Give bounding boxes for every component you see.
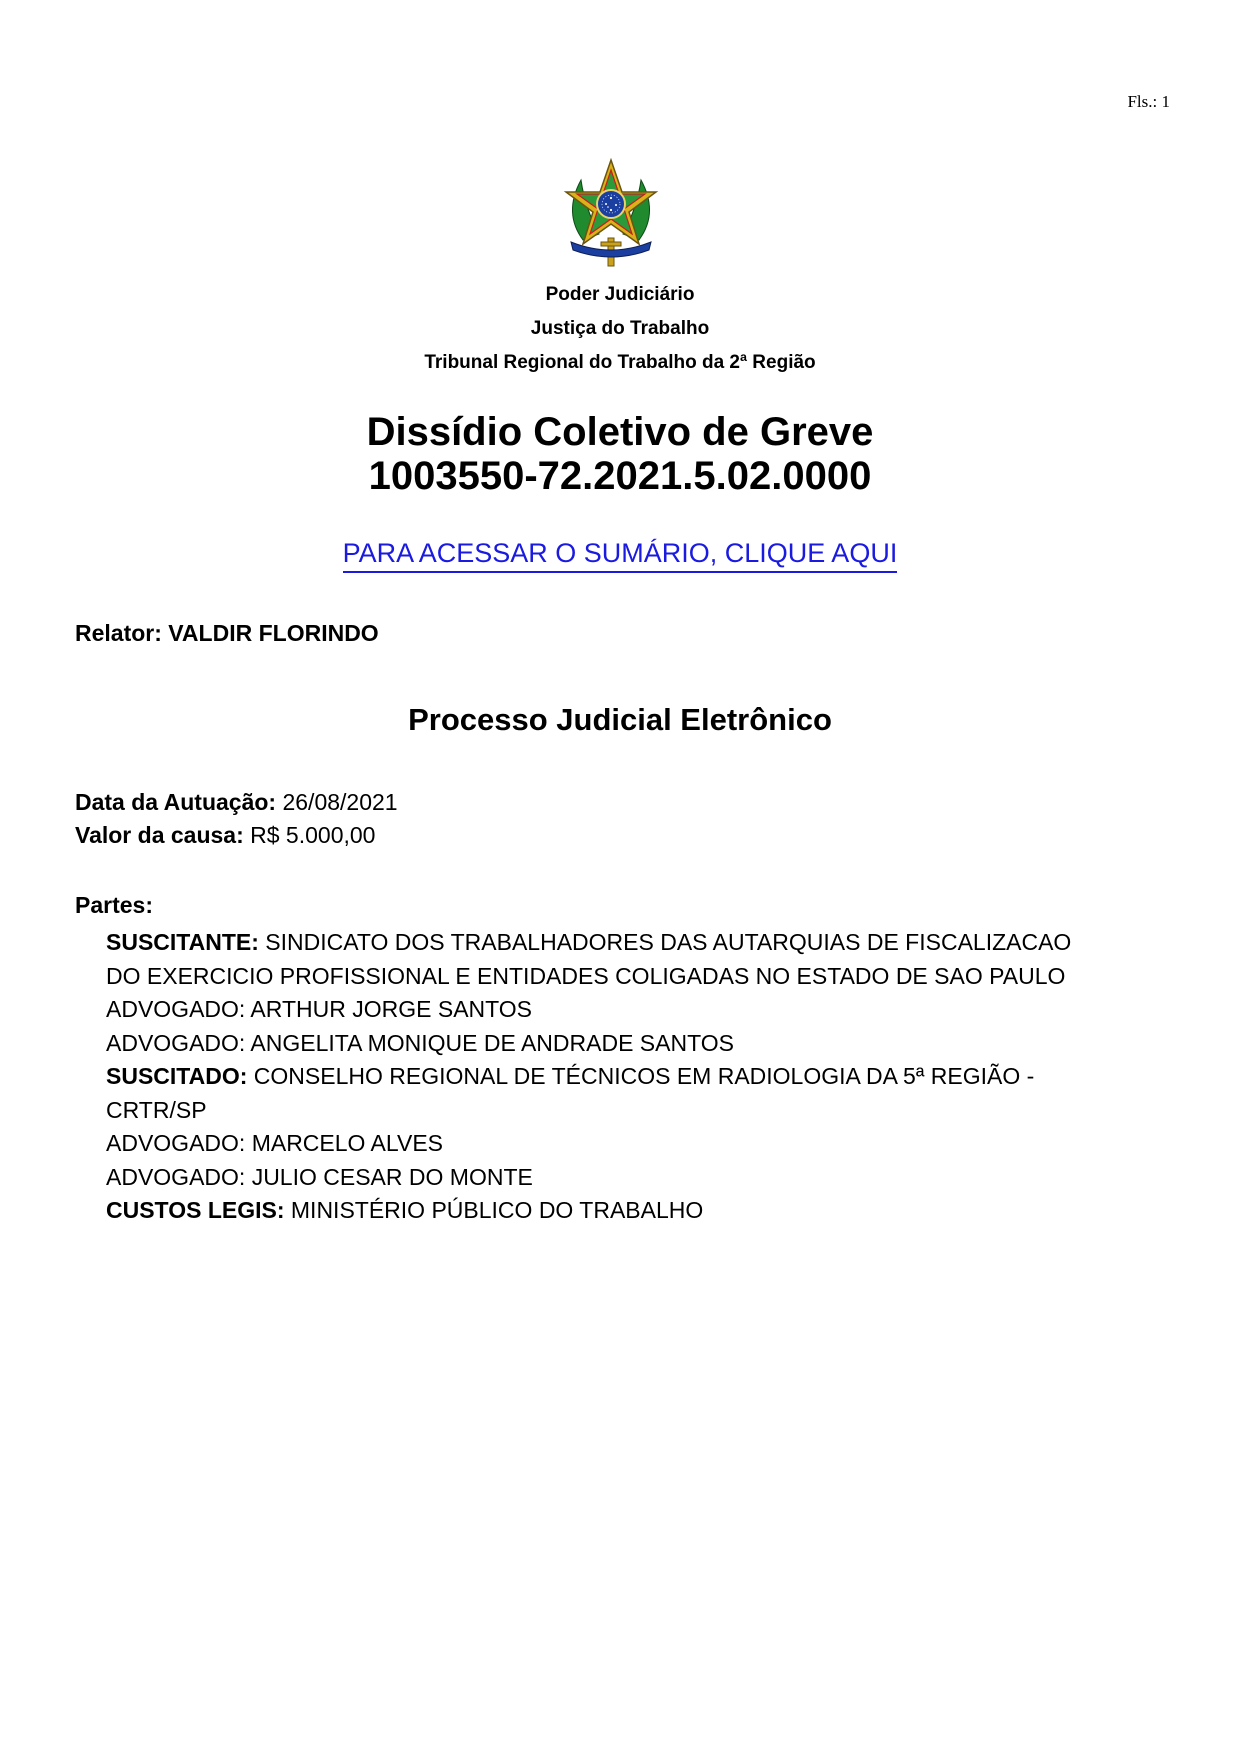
document-title	[0, 410, 1240, 498]
custos-legis-label: CUSTOS LEGIS:	[106, 1197, 285, 1223]
case-number: 1003550-72.2021.5.02.0000	[368, 454, 872, 498]
suscitado-value-line1: CONSELHO REGIONAL DE TÉCNICOS EM RADIOLOGIA DA 5ª REGIÃO -	[253, 1063, 1035, 1089]
partes-title: Partes:	[75, 892, 153, 918]
suscitado-value-line2: CRTR/SP	[106, 1096, 207, 1123]
data-autuacao-value: 26/08/2021	[282, 789, 398, 815]
advogado-row: ADVOGADO: ARTHUR JORGE SANTOS	[106, 996, 533, 1022]
data-autuacao-row	[75, 786, 398, 819]
custos-legis-row	[106, 1194, 1196, 1228]
advogado-row: ADVOGADO: MARCELO ALVES	[106, 1130, 444, 1156]
relator-label: Relator:	[75, 620, 162, 646]
suscitante-row	[106, 926, 1196, 960]
data-autuacao-label: Data da Autuação:	[75, 789, 277, 815]
suscitado-row	[106, 1060, 1196, 1094]
summary-link[interactable]: PARA ACESSAR O SUMÁRIO, CLIQUE AQUI	[343, 538, 898, 573]
summary-link-container	[0, 538, 1240, 569]
advogado-row: ADVOGADO: ANGELITA MONIQUE DE ANDRADE SANTOS	[106, 1029, 734, 1056]
relator-value: VALDIR FLORINDO	[168, 620, 379, 646]
header-line-3: Tribunal Regional do Trabalho da 2ª Região	[424, 352, 816, 373]
valor-causa-value: R$ 5.000,00	[250, 822, 376, 848]
header-line-2: Justiça do Trabalho	[530, 318, 710, 339]
institution-header	[0, 278, 1240, 380]
case-info	[75, 786, 398, 852]
suscitante-value-line1: SINDICATO DOS TRABALHADORES DAS AUTARQUIAS DE FISCALIZACAO	[265, 929, 1072, 955]
partes-list	[106, 926, 1196, 1228]
custos-legis-value: MINISTÉRIO PÚBLICO DO TRABALHO	[290, 1197, 704, 1223]
title-line-1: Dissídio Coletivo de Greve	[366, 410, 874, 454]
valor-causa-label: Valor da causa:	[75, 822, 244, 848]
valor-causa-row	[75, 819, 398, 852]
page-number: Fls.: 1	[1127, 92, 1170, 111]
suscitante-value-line2: DO EXERCICIO PROFISSIONAL E ENTIDADES COLIGADAS NO ESTADO DE SAO PAULO	[106, 962, 1066, 989]
relator	[75, 620, 379, 647]
coat-of-arms-icon	[560, 158, 662, 268]
advogado-row: ADVOGADO: JULIO CESAR DO MONTE	[106, 1163, 533, 1190]
section-title: Processo Judicial Eletrônico	[408, 702, 832, 737]
header-line-1: Poder Judiciário	[545, 284, 695, 305]
suscitante-label: SUSCITANTE:	[106, 929, 259, 955]
suscitado-label: SUSCITADO:	[106, 1063, 248, 1089]
